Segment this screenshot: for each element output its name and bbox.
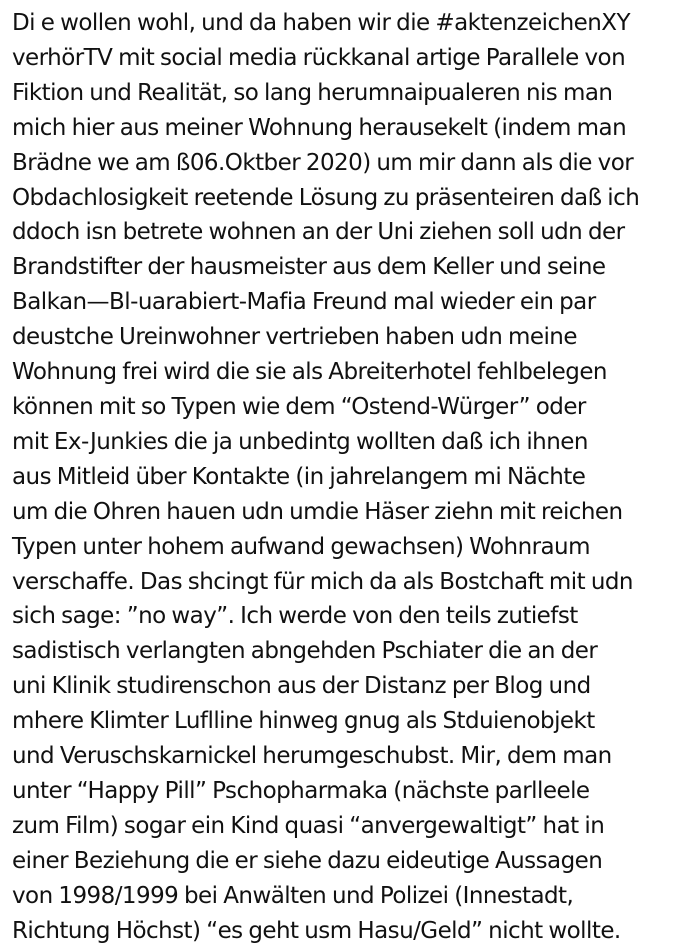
text-line: aus Mitleid über Kontakte (in jahrelangem mi Nächte [12,463,586,490]
text-line: und Veruschskarnickel herumgeschubst. Mir, dem man [12,743,612,770]
text-line: unter “Happy Pill” Pschopharmaka (nächste parlleele [12,777,590,804]
text-line: Brädne we am ß06.Oktber 2020) um mir dann als die vor [12,149,634,176]
text-line: Wohnung frei wird die sie als Abreiterhotel fehlbelegen [12,359,607,386]
text-line: sich sage: ”no way”. Ich werde von den teils zutiefst [12,603,578,630]
text-line: um die Ohren hauen udn umdie Häser ziehn mit reichen [12,498,623,525]
text-line: können mit so Typen wie dem “Ostend-Würger” oder [12,393,586,420]
text-line: Obdachlosigkeit reetende Lösung zu präsenteiren daß ich [12,184,640,211]
text-line: mich hier aus meiner Wohnung herausekelt (indem man [12,114,627,141]
text-line: verhörTV mit social media rückkanal artige Parallele von [12,44,626,71]
text-line: deustche Ureinwohner vertrieben haben udn meine [12,324,577,351]
body-text [12,6,680,948]
text-line: Di e wollen wohl, und da haben wir die #aktenzeichenXY [12,10,630,36]
text-line: ddoch isn betrete wohnen an der Uni ziehen soll udn der [12,219,625,246]
text-line: verschaffe. Das shcingt für mich da als Bostchaft mit udn [12,568,633,595]
text-line: sadistisch verlangten abngehden Pschiater die an der [12,638,598,665]
text-line: einer Beziehung die er siehe dazu eideutige Aussagen [12,847,603,874]
text-line: mhere Klimter Luflline hinweg gnug als Stduienobjekt [12,708,595,735]
text-line: mit Ex-Junkies die ja unbedintg wollten daß ich ihnen [12,428,588,455]
text-line: Richtung Höchst) “es geht usm Hasu/Geld” nicht wollte. [12,917,621,944]
text-line: zum Film) sogar ein Kind quasi “anvergewaltigt” hat in [12,812,605,839]
text-line: Balkan—Bl-uarabiert-Mafia Freund mal wieder ein par [12,289,596,316]
text-line: von 1998/1999 bei Anwälten und Polizei (Innestadt, [12,882,574,909]
text-line: Fiktion und Realität, so lang herumnaipualeren nis man [12,79,613,106]
text-line: uni Klinik studirenschon aus der Distanz per Blog und [12,673,591,700]
text-line: Brandstifter der hausmeister aus dem Keller und seine [12,254,606,281]
text-line: Typen unter hohem aufwand gewachsen) Wohnraum [12,533,590,560]
